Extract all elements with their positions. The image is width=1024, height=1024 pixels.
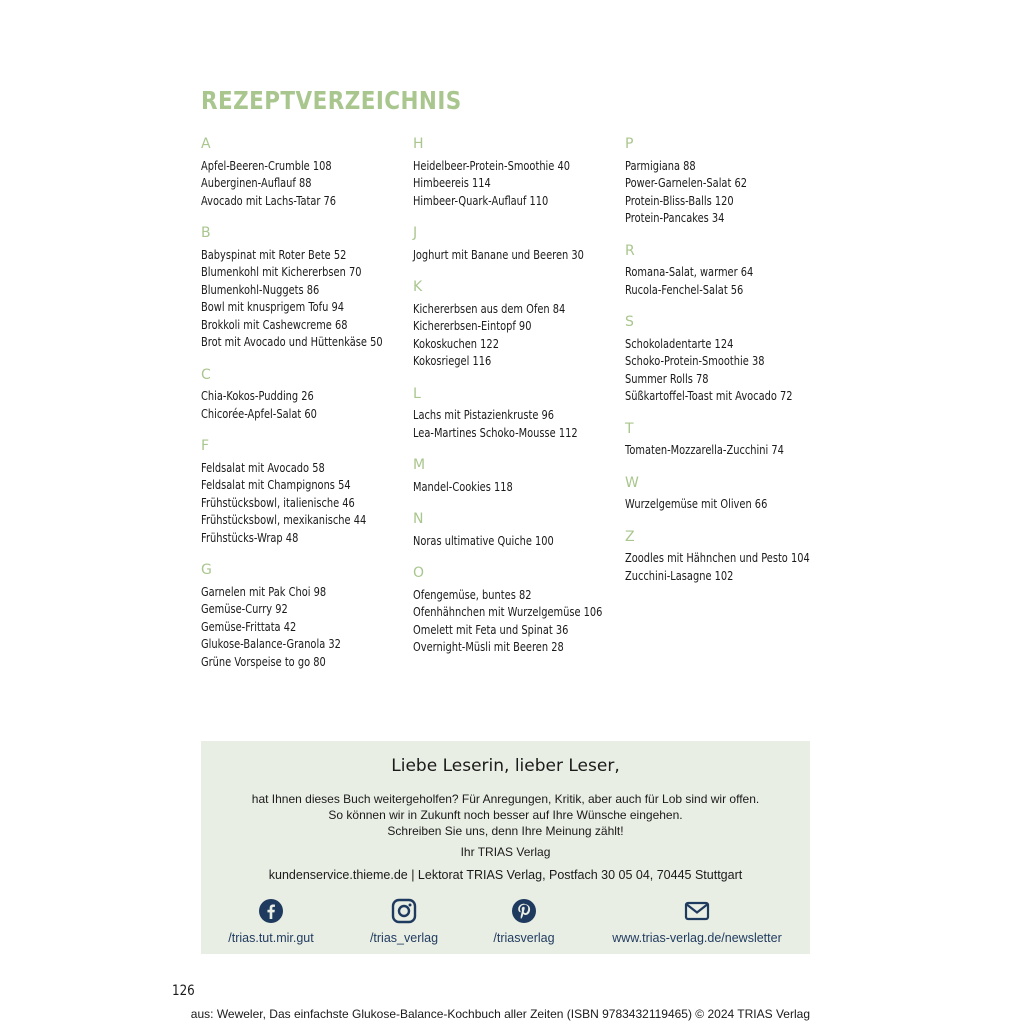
- index-entry: Süßkartoffel-Toast mit Avocado 72: [625, 389, 793, 403]
- index-entry: Schoko-Protein-Smoothie 38: [625, 354, 765, 368]
- pinterest-link[interactable]: [434, 898, 614, 946]
- index-entry: Kichererbsen aus dem Ofen 84: [413, 301, 566, 316]
- reader-box-body: [201, 791, 810, 839]
- pinterest-handle: /triasverlag: [493, 931, 555, 945]
- index-entry: Ofenhähnchen mit Wurzelgemüse 106: [413, 605, 603, 619]
- reader-box-signature: Ihr TRIAS Verlag: [460, 845, 551, 859]
- index-letter: B: [201, 225, 211, 241]
- index-entry: Avocado mit Lachs-Tatar 76: [201, 193, 337, 208]
- index-letter: S: [625, 314, 634, 330]
- index-letter: J: [413, 225, 418, 241]
- index-entry: Zoodles mit Hähnchen und Pesto 104: [625, 551, 810, 565]
- index-letter: M: [413, 457, 426, 473]
- index-letter: K: [413, 279, 423, 295]
- index-entry: Noras ultimative Quiche 100: [413, 533, 554, 548]
- index-entry: Overnight-Müsli mit Beeren 28: [413, 640, 564, 654]
- index-entry: Kokosriegel 116: [413, 354, 492, 368]
- page-number: 126: [172, 983, 195, 999]
- index-entry: Schokoladentarte 124: [625, 336, 734, 351]
- index-group-f: [201, 438, 406, 547]
- index-entry: Heidelbeer-Protein-Smoothie 40: [413, 158, 570, 173]
- index-letter: T: [625, 420, 634, 437]
- index-entry: Lea-Martines Schoko-Mousse 112: [413, 425, 578, 440]
- index-entry: Frühstücksbowl, mexikanische 44: [201, 513, 367, 527]
- index-group-g: [201, 562, 406, 671]
- instagram-handle: /trias_verlag: [369, 931, 439, 945]
- index-entry: Frühstücks-Wrap 48: [201, 530, 299, 545]
- reader-feedback-box: [201, 741, 810, 954]
- reader-box-contact: kundenservice.thieme.de | Lektorat TRIAS Verlag, Postfach 30 05 04, 70445 Stuttgart: [268, 868, 743, 882]
- index-column-1: [201, 136, 406, 686]
- index-letter: N: [413, 511, 424, 527]
- index-entry: Bowl mit knusprigem Tofu 94: [201, 300, 345, 314]
- index-entry: Romana-Salat, warmer 64: [625, 265, 754, 279]
- reader-box-heading: Liebe Leserin, lieber Leser,: [391, 756, 620, 776]
- index-group-a: [201, 136, 406, 210]
- index-entry: Blumenkohl mit Kichererbsen 70: [201, 265, 362, 279]
- index-entry: Joghurt mit Banane und Beeren 30: [413, 247, 584, 262]
- index-entry: Brot mit Avocado und Hüttenkäse 50: [201, 335, 383, 349]
- index-entry: Gemüse-Frittata 42: [201, 619, 297, 634]
- index-group-l: [413, 386, 618, 443]
- index-letter: R: [625, 242, 635, 259]
- index-entry: Omelett mit Feta und Spinat 36: [413, 622, 569, 637]
- index-entry: Protein-Bliss-Balls 120: [625, 193, 734, 208]
- index-entry: Blumenkohl-Nuggets 86: [201, 282, 320, 297]
- facebook-icon: [258, 898, 284, 924]
- reader-box-line-3: Schreiben Sie uns, denn Ihre Meinung zählt!: [387, 824, 624, 838]
- newsletter-link[interactable]: [607, 898, 787, 946]
- index-entry: Ofengemüse, buntes 82: [413, 587, 532, 602]
- index-entry: Auberginen-Auflauf 88: [201, 176, 312, 190]
- index-entry: Wurzelgemüse mit Oliven 66: [625, 497, 768, 511]
- index-entry: Chicorée-Apfel-Salat 60: [201, 406, 317, 421]
- index-letter: A: [201, 136, 211, 152]
- index-entry: Feldsalat mit Champignons 54: [201, 478, 351, 492]
- index-letter: Z: [625, 528, 635, 545]
- index-group-p: [625, 136, 830, 228]
- index-title: REZEPTVERZEICHNIS: [201, 86, 462, 115]
- index-group-z: [625, 529, 830, 586]
- index-entry: Gemüse-Curry 92: [201, 602, 288, 616]
- index-entry: Summer Rolls 78: [625, 371, 709, 386]
- index-group-s: [625, 314, 830, 406]
- index-letter: O: [413, 565, 425, 581]
- index-letter: W: [625, 474, 639, 491]
- index-group-m: [413, 457, 618, 496]
- index-entry: Brokkoli mit Cashewcreme 68: [201, 317, 348, 332]
- index-letter: C: [201, 366, 211, 383]
- index-entry: Garnelen mit Pak Choi 98: [201, 584, 327, 599]
- index-group-b: [201, 225, 406, 352]
- index-entry: Babyspinat mit Roter Bete 52: [201, 247, 347, 262]
- index-group-t: [625, 421, 830, 460]
- index-entry: Apfel-Beeren-Crumble 108: [201, 158, 332, 173]
- index-group-w: [625, 475, 830, 514]
- index-entry: Rucola-Fenchel-Salat 56: [625, 282, 744, 297]
- index-group-c: [201, 367, 406, 424]
- index-entry: Tomaten-Mozzarella-Zucchini 74: [625, 443, 784, 457]
- index-entry: Kichererbsen-Eintopf 90: [413, 319, 532, 333]
- reader-box-line-1: hat Ihnen dieses Buch weitergeholfen? Für Anregungen, Kritik, aber auch für Lob sind wir offen.: [251, 792, 760, 806]
- index-letter: P: [625, 136, 634, 152]
- instagram-icon: [391, 898, 417, 924]
- index-group-j: [413, 225, 618, 264]
- index-entry: Glukose-Balance-Granola 32: [201, 637, 341, 651]
- index-entry: Parmigiana 88: [625, 158, 696, 173]
- newsletter-url: www.trias-verlag.de/newsletter: [612, 931, 782, 945]
- index-entry: Frühstücksbowl, italienische 46: [201, 495, 355, 510]
- index-entry: Power-Garnelen-Salat 62: [625, 176, 747, 190]
- index-group-o: [413, 565, 618, 657]
- index-entry: Kokoskuchen 122: [413, 336, 499, 351]
- index-entry: Grüne Vorspeise to go 80: [201, 654, 326, 669]
- index-entry: Himbeer-Quark-Auflauf 110: [413, 193, 549, 208]
- index-column-2: [413, 136, 618, 672]
- index-entry: Feldsalat mit Avocado 58: [201, 460, 325, 475]
- index-entry: Zucchini-Lasagne 102: [625, 568, 734, 583]
- index-entry: Lachs mit Pistazienkruste 96: [413, 408, 555, 422]
- index-entry: Himbeereis 114: [413, 176, 491, 190]
- index-group-h: [413, 136, 618, 210]
- index-entry: Chia-Kokos-Pudding 26: [201, 389, 314, 403]
- pinterest-icon: [511, 898, 537, 924]
- facebook-handle: /trias.tut.mir.gut: [228, 931, 314, 945]
- index-entry: Mandel-Cookies 118: [413, 479, 513, 494]
- index-letter: H: [413, 136, 424, 152]
- index-entry: Protein-Pancakes 34: [625, 211, 725, 225]
- index-group-r: [625, 243, 830, 300]
- mail-icon: [684, 898, 710, 924]
- index-letter: F: [201, 438, 210, 454]
- index-letter: G: [201, 562, 212, 578]
- index-column-3: [625, 136, 830, 600]
- index-letter: L: [413, 385, 421, 402]
- index-group-n: [413, 511, 618, 550]
- index-group-k: [413, 279, 618, 371]
- reader-box-line-2: So können wir in Zukunft noch besser auf Ihre Wünsche eingehen.: [328, 808, 683, 822]
- source-footer-text: aus: Weweler, Das einfachste Glukose-Balance-Kochbuch aller Zeiten (ISBN 9783432119465) © 2024 TRIAS Verlag: [190, 1007, 810, 1021]
